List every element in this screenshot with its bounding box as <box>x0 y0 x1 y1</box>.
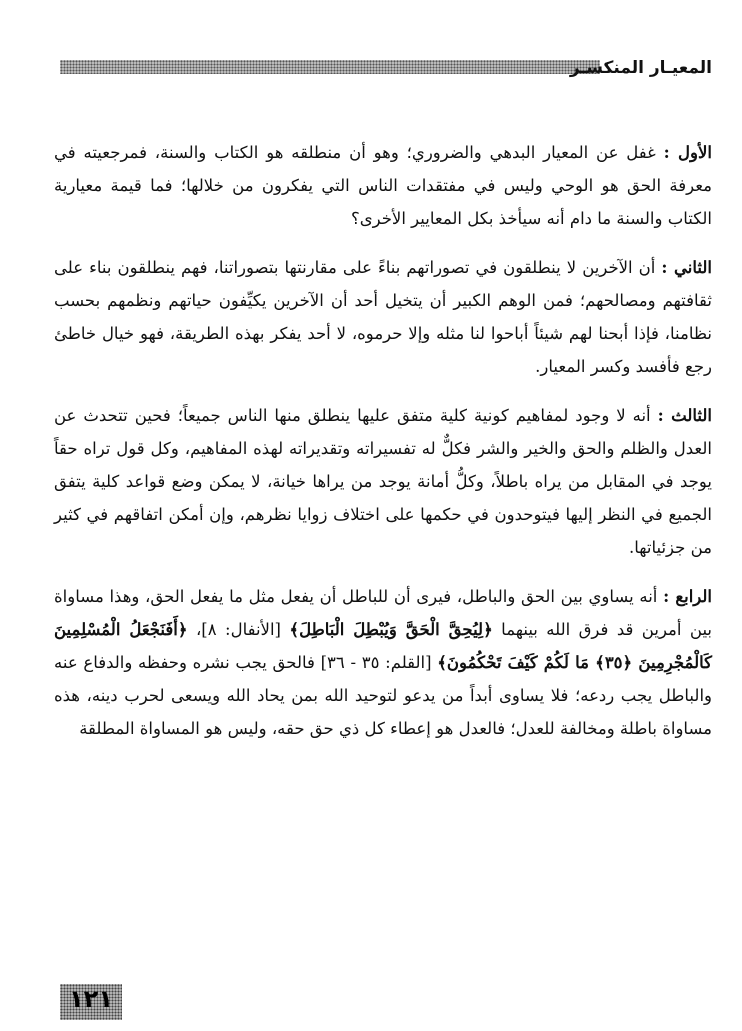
paragraph-lead: الثاني : <box>661 258 712 277</box>
paragraph-third <box>54 399 712 564</box>
running-header <box>60 54 712 82</box>
header-title: المعيـار المنكسـر <box>569 58 712 78</box>
page-body <box>54 136 712 761</box>
paragraph-text: [القلم: ٣٥ - ٣٦] فالحق يجب نشره وحفظه والدفاع عنه والباطل يجب ردعه؛ فلا يساوى أبداً من يدعو لتوحيد الله بمن يحاد الله ويسعى لحرب دينه، هذه مساواة باطلة ومخالفة للعدل؛ فالعدل هو إعطاء كل ذي حق حقه، وليس هو المساواة المطلقة <box>54 653 712 738</box>
verse-citation: [الأنفال: ٨]، <box>187 620 290 639</box>
paragraph-text: أن الآخرين لا ينطلقون في تصوراتهم بناءً على مقارنتها بتصوراتنا، فهم ينطلقون بناء على ثقافتهم ومصالحهم؛ فمن الوهم الكبير أن يتخيل أحد أن الآخرين يكيِّفون حياتهم ونظمهم بحسب نظامنا، فإذا أبحنا لهم شيئاً أباحوا لنا مثله وإلا حرموه، لا أحد يفكر بهذه الطريقة، فهو خيال خاطئ رجع فأفسد وكسر المعيار. <box>54 258 712 376</box>
quran-verse: ﴿أَفَنَجْعَلُ الْمُسْلِمِينَ كَالْمُجْرِمِينَ ﴿٣٥﴾ مَا لَكُمْ كَيْفَ تَحْكُمُونَ﴾ <box>54 620 712 672</box>
header-decorative-bar <box>60 60 600 74</box>
paragraph-text: أنه يساوي بين الحق والباطل، فيرى أن للباطل أن يفعل مثل ما يفعل الحق، وهذا مساواة بين أمرين قد فرق الله بينهما <box>54 587 713 639</box>
paragraph-fourth <box>54 580 712 745</box>
paragraph-text: أنه لا وجود لمفاهيم كونية كلية متفق عليها ينطلق منها الناس جميعاً؛ فحين تتحدث عن العدل والظلم والحق والخير والشر فكلٌّ له تفسيراته وتقديراته لهذه المفاهيم، وكل قول تراه حقاً يوجد في المقابل من يراه باطلاً، وكلُّ أمانة يوجد من يراها خيانة، لا يمكن وضع قواعد كلية يتفق الجميع في النظر إليها فيتوحدون في حكمها على اختلاف زوايا نظرهم، وإن أمكن اتفاقهم في كثير من جزئياتها. <box>54 406 712 557</box>
paragraph-lead: الثالث : <box>657 406 713 425</box>
quran-verse: ﴿لِيُحِقَّ الْحَقَّ وَيُبْطِلَ الْبَاطِلَ﴾ <box>289 620 493 639</box>
paragraph-lead: الأول : <box>663 143 712 162</box>
paragraph-text: غفل عن المعيار البدهي والضروري؛ وهو أن منطلقه هو الكتاب والسنة، فمرجعيته في معرفة الحق هو الوحي وليس في مفتقدات الناس التي يفكرون من خلالها؛ فما قيمة معيارية الكتاب والسنة ما دام أنه سيأخذ بكل المعايير الأخرى؟ <box>54 143 712 228</box>
paragraph-first <box>54 136 712 235</box>
page-number: ١٢١ <box>69 985 113 1013</box>
paragraph-second <box>54 251 712 383</box>
paragraph-lead: الرابع : <box>663 587 712 606</box>
page-number-box <box>60 984 122 1020</box>
